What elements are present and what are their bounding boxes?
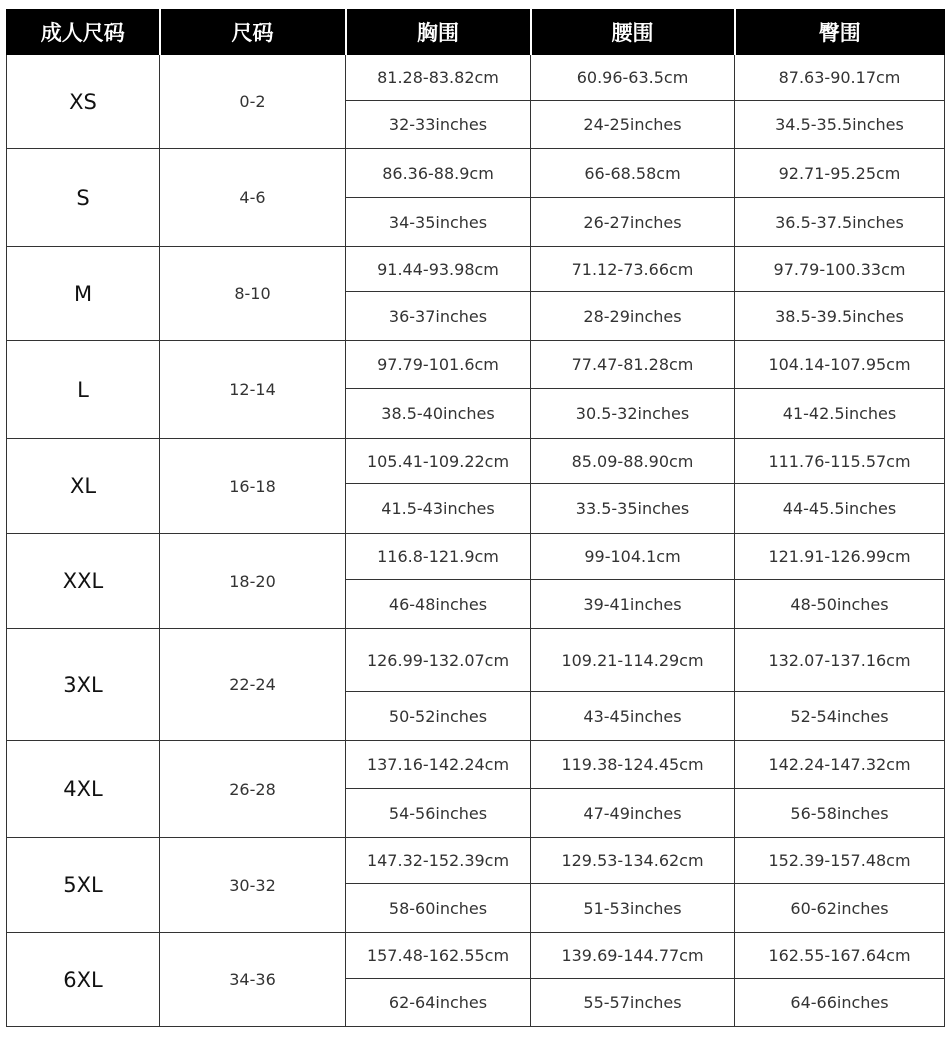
- hip-cm-cell: 162.55-167.64cm: [735, 933, 945, 979]
- hip-cm-cell: 121.91-126.99cm: [735, 534, 945, 580]
- bust-cm-cell: 81.28-83.82cm: [346, 55, 531, 101]
- bust-inches-cell: 54-56inches: [346, 789, 531, 838]
- waist-cm-cell: 109.21-114.29cm: [531, 629, 735, 692]
- header-size-number: 尺码: [160, 10, 346, 55]
- waist-inches-cell: 33.5-35inches: [531, 484, 735, 534]
- waist-cm-cell: 99-104.1cm: [531, 534, 735, 580]
- size-number-cell: 30-32: [160, 838, 346, 933]
- adult-size-cell: 5XL: [7, 838, 160, 933]
- hip-inches-cell: 64-66inches: [735, 979, 945, 1027]
- waist-inches-cell: 26-27inches: [531, 198, 735, 247]
- size-number-cell: 4-6: [160, 149, 346, 247]
- size-number-cell: 8-10: [160, 247, 346, 341]
- adult-size-cell: XS: [7, 55, 160, 149]
- hip-inches-cell: 60-62inches: [735, 884, 945, 933]
- bust-inches-cell: 58-60inches: [346, 884, 531, 933]
- bust-inches-cell: 41.5-43inches: [346, 484, 531, 534]
- size-row-cm: [7, 741, 945, 789]
- hip-cm-cell: 104.14-107.95cm: [735, 341, 945, 389]
- size-row-cm: [7, 149, 945, 198]
- bust-cm-cell: 157.48-162.55cm: [346, 933, 531, 979]
- size-chart-table: [6, 9, 945, 1027]
- hip-cm-cell: 142.24-147.32cm: [735, 741, 945, 789]
- waist-cm-cell: 60.96-63.5cm: [531, 55, 735, 101]
- adult-size-cell: 3XL: [7, 629, 160, 741]
- waist-cm-cell: 139.69-144.77cm: [531, 933, 735, 979]
- header-bust: 胸围: [346, 10, 531, 55]
- size-number-cell: 34-36: [160, 933, 346, 1027]
- adult-size-cell: 4XL: [7, 741, 160, 838]
- hip-inches-cell: 34.5-35.5inches: [735, 101, 945, 149]
- bust-inches-cell: 38.5-40inches: [346, 389, 531, 439]
- adult-size-cell: 6XL: [7, 933, 160, 1027]
- hip-inches-cell: 41-42.5inches: [735, 389, 945, 439]
- waist-inches-cell: 43-45inches: [531, 692, 735, 741]
- size-number-cell: 0-2: [160, 55, 346, 149]
- hip-cm-cell: 111.76-115.57cm: [735, 439, 945, 484]
- size-row-cm: [7, 439, 945, 484]
- waist-cm-cell: 71.12-73.66cm: [531, 247, 735, 292]
- adult-size-cell: S: [7, 149, 160, 247]
- header-adult-size: 成人尺码: [7, 10, 160, 55]
- hip-cm-cell: 92.71-95.25cm: [735, 149, 945, 198]
- header-hip: 臀围: [735, 10, 945, 55]
- size-number-cell: 12-14: [160, 341, 346, 439]
- size-row-cm: [7, 55, 945, 101]
- hip-inches-cell: 48-50inches: [735, 580, 945, 629]
- adult-size-cell: M: [7, 247, 160, 341]
- size-row-cm: [7, 341, 945, 389]
- waist-inches-cell: 28-29inches: [531, 292, 735, 341]
- bust-cm-cell: 105.41-109.22cm: [346, 439, 531, 484]
- size-row-cm: [7, 534, 945, 580]
- hip-cm-cell: 87.63-90.17cm: [735, 55, 945, 101]
- bust-cm-cell: 126.99-132.07cm: [346, 629, 531, 692]
- bust-inches-cell: 46-48inches: [346, 580, 531, 629]
- size-chart-body: [7, 55, 945, 1027]
- waist-inches-cell: 47-49inches: [531, 789, 735, 838]
- adult-size-cell: XL: [7, 439, 160, 534]
- bust-inches-cell: 34-35inches: [346, 198, 531, 247]
- header-row: [7, 10, 945, 55]
- bust-inches-cell: 36-37inches: [346, 292, 531, 341]
- size-row-cm: [7, 247, 945, 292]
- size-row-cm: [7, 838, 945, 884]
- hip-inches-cell: 56-58inches: [735, 789, 945, 838]
- adult-size-cell: XXL: [7, 534, 160, 629]
- waist-inches-cell: 39-41inches: [531, 580, 735, 629]
- waist-cm-cell: 129.53-134.62cm: [531, 838, 735, 884]
- size-number-cell: 16-18: [160, 439, 346, 534]
- waist-cm-cell: 85.09-88.90cm: [531, 439, 735, 484]
- bust-cm-cell: 147.32-152.39cm: [346, 838, 531, 884]
- bust-cm-cell: 137.16-142.24cm: [346, 741, 531, 789]
- bust-cm-cell: 97.79-101.6cm: [346, 341, 531, 389]
- waist-inches-cell: 24-25inches: [531, 101, 735, 149]
- hip-cm-cell: 97.79-100.33cm: [735, 247, 945, 292]
- waist-inches-cell: 55-57inches: [531, 979, 735, 1027]
- bust-inches-cell: 50-52inches: [346, 692, 531, 741]
- size-number-cell: 22-24: [160, 629, 346, 741]
- bust-inches-cell: 62-64inches: [346, 979, 531, 1027]
- bust-cm-cell: 86.36-88.9cm: [346, 149, 531, 198]
- waist-cm-cell: 77.47-81.28cm: [531, 341, 735, 389]
- hip-cm-cell: 132.07-137.16cm: [735, 629, 945, 692]
- hip-inches-cell: 36.5-37.5inches: [735, 198, 945, 247]
- bust-cm-cell: 116.8-121.9cm: [346, 534, 531, 580]
- bust-cm-cell: 91.44-93.98cm: [346, 247, 531, 292]
- size-row-cm: [7, 629, 945, 692]
- size-row-cm: [7, 933, 945, 979]
- waist-inches-cell: 30.5-32inches: [531, 389, 735, 439]
- size-number-cell: 18-20: [160, 534, 346, 629]
- hip-inches-cell: 44-45.5inches: [735, 484, 945, 534]
- bust-inches-cell: 32-33inches: [346, 101, 531, 149]
- waist-cm-cell: 66-68.58cm: [531, 149, 735, 198]
- header-waist: 腰围: [531, 10, 735, 55]
- waist-cm-cell: 119.38-124.45cm: [531, 741, 735, 789]
- hip-inches-cell: 38.5-39.5inches: [735, 292, 945, 341]
- size-number-cell: 26-28: [160, 741, 346, 838]
- waist-inches-cell: 51-53inches: [531, 884, 735, 933]
- hip-cm-cell: 152.39-157.48cm: [735, 838, 945, 884]
- adult-size-cell: L: [7, 341, 160, 439]
- hip-inches-cell: 52-54inches: [735, 692, 945, 741]
